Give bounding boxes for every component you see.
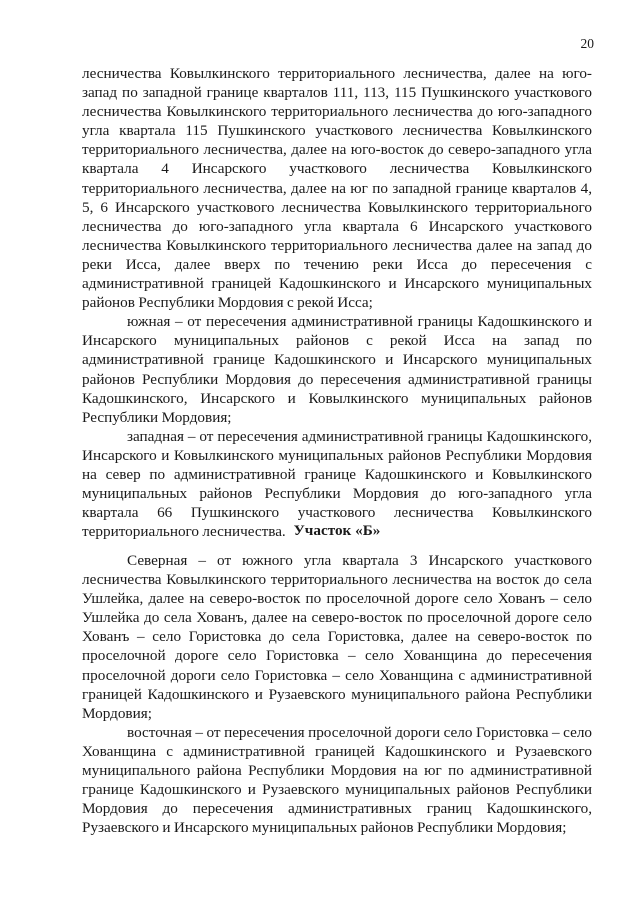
paragraph-west-boundary: западная – от пересечения административной границы Кадошкинского, Инсарского и Ковылкинского муниципальных районов Республики Мордовия на север по административной границе Кадошкинского и Ковылкинского муниципальных районов Республики Мордовия до юго-западного угла квартала 66 Пушкинского участкового лесничества Ковылкинского территориального лесничества. <box>82 427 592 541</box>
section-b-boundaries <box>82 551 592 837</box>
section-b-heading: Участок «Б» <box>293 522 381 539</box>
paragraph-east-boundary: восточная – от пересечения проселочной дороги село Гористовка – село Хованщина с административной границей Кадошкинского и Рузаевского муниципального района Республики Мордовия на юг по административной границе Кадошкинского и Рузаевского муниципальных районов Республики Мордовия до пересечения административных границ Кадошкинского, Рузаевского и Инсарского муниципальных районов Республики Мордовия; <box>82 723 592 837</box>
paragraph-north-boundary: Северная – от южного угла квартала 3 Инсарского участкового лесничества Ковылкинского территориального лесничества на восток до села Ушлейка, далее на северо-восток по проселочной дороге село Хованъ – село Ушлейка до села Хованъ, далее на северо-восток по проселочной дороге село Хованъ – село Гористовка до села Гористовка, далее на северо-восток по проселочной дороге село Гористовка – село Хованщина до пересечения проселочной дороги село Гористовка – село Хованщина с административной границей Кадошкинского и Рузаевского муниципального района Республики Мордовия; <box>82 552 592 722</box>
paragraph-south-boundary: южная – от пересечения административной границы Кадошкинского и Инсарского муниципальных районов с рекой Исса на запад по административной границе Кадошкинского и Инсарского муниципальных районов Республики Мордовия до пересечения административной границы Кадошкинского, Инсарского и Ковылкинского муниципальных районов Республики Мордовия; <box>82 313 592 426</box>
section-a-boundaries <box>82 64 592 541</box>
page-number: 20 <box>580 36 594 51</box>
paragraph-east-boundary-continued: лесничества Ковылкинского территориального лесничества, далее на юго-запад по западной границе кварталов 111, 113, 115 Пушкинского участкового лесничества Ковылкинского территориального лесничества до юго-западного угла квартала 115 Пушкинского участкового лесничества Ковылкинского территориального лесничества, далее на юго-восток до северо-западного угла квартала 4 Инсарского участкового лесничества Ковылкинского территориального лесничества, далее на юг по западной границе кварталов 4, 5, 6 Инсарского участкового лесничества Ковылкинского территориального лесничества до юго-западного угла квартала 6 Инсарского участкового лесничества Ковылкинского территориального лесничества далее на запад до реки Исса, далее вверх по течению реки Исса до пересечения с административной границей Кадошкинского и Инсарского муниципальных районов Республики Мордовия с рекой Исса; <box>82 65 592 312</box>
